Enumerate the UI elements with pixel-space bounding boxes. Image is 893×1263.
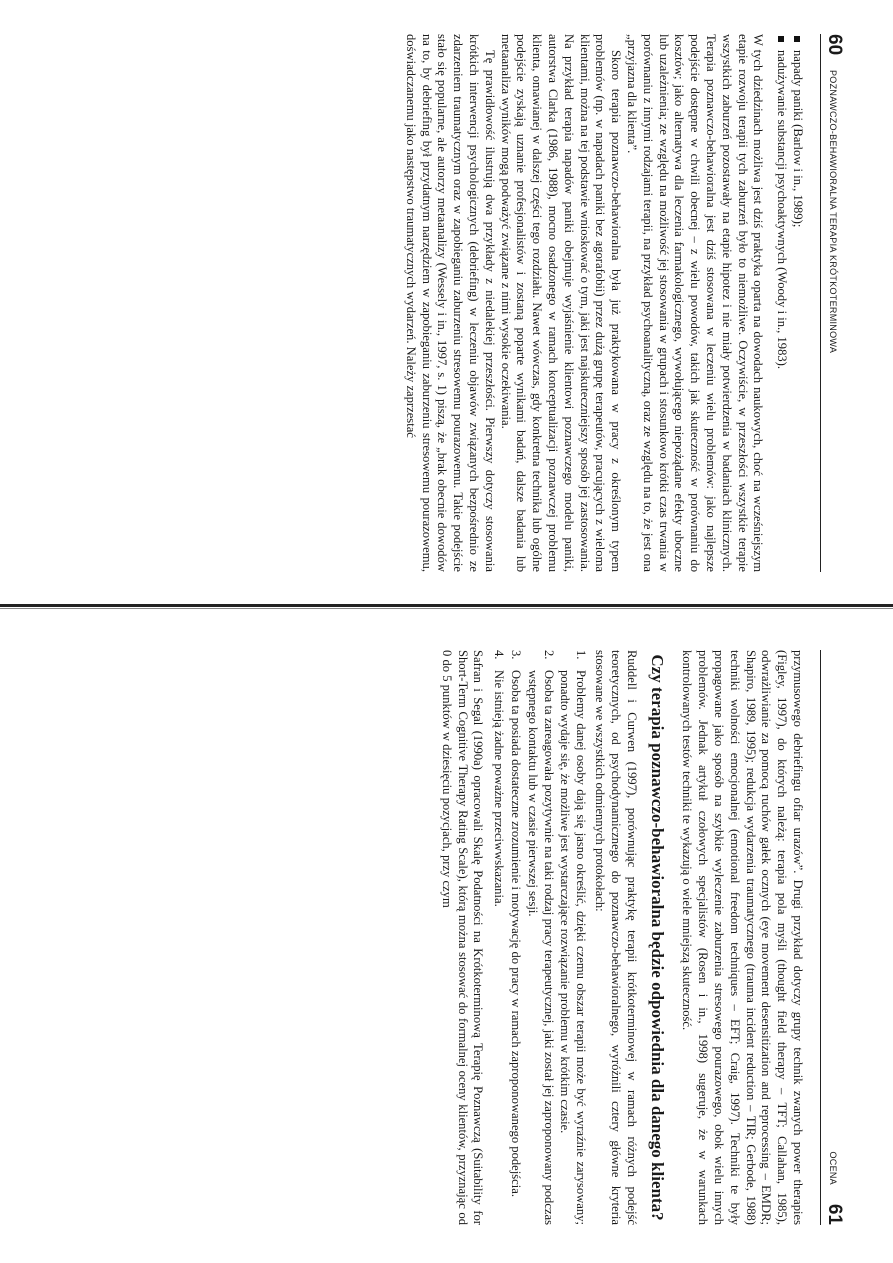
paragraph: Safran i Segal (1990a) opracowali Skalę Podatności na Krótkoterminową Terapię Poznawczą (Suitability for Short-Term Cognitive Therapy Rating Scale), którą można stosować do formalnej oceny klientów, przyznając od 0 do 5 punktów w dziesięciu pozycjach, przy czym	[439, 650, 486, 1225]
page-body	[402, 34, 805, 572]
criteria-item	[490, 650, 506, 1225]
criteria-list	[490, 650, 588, 1225]
item-number: 1.	[574, 650, 589, 660]
running-head: POZNAWCZO-BEHAWIORALNA TERAPIA KRÓTKOTERMINOWA	[828, 70, 838, 354]
page-body	[438, 650, 805, 1225]
criteria-item	[507, 650, 523, 1225]
paragraph: Tę prawidłowość ilustrują dwa przykłady z niedalekiej przeszłości. Pierwszy dotyczy stosowania krótkich interwencji psychologicznych (debriefing) w leczeniu objawów związanych bezpośrednio ze zdarzeniem traumatycznym oraz w zapobieganiu zaburzeniu stresowemu pourazowemu. Takie podejście stało się popularne, ale autorzy metaanalizy (Wessely i in., 1997, s. 1) piszą, że „brak obecnie dowodów na to, by debriefing był przydatnym narzędziem w zapobieganiu zaburzeniu stresowemu pourazowemu, doświadczanemu jako następstwo traumatycznych wydarzeń. Należy zaprzestać	[403, 34, 497, 572]
item-number: 2.	[541, 650, 556, 660]
section-heading: Czy terapia poznawczo-behawioralna będzie odpowiednia dla danego klienta?	[647, 654, 667, 1221]
running-head: OCENA	[828, 1151, 838, 1185]
paragraph: Ruddell i Curwen (1997), porównując praktykę terapii krótkoterminowej w ramach różnych podejść teoretycznych, od psychodynamicznego do poznawczo-behawioralnego, wyróżnili cztery główne kryteria stosowane we wszystkich odmiennych protokołach:	[593, 650, 639, 1225]
item-text: Osoba ta posiada dostateczne zrozumienie i motywację do pracy w ramach zaproponowanego podejścia.	[509, 670, 524, 1197]
item-text: Osoba ta zareagowała pozytywnie na taki rodzaj pracy terapeutycznej, jaki został jej zaproponowany podczas wstępnego kontaktu lub w czasie pierwszej sesji.	[525, 670, 556, 1225]
page-61	[0, 610, 893, 1263]
paragraph: W tych dziedzinach możliwa jest dziś praktyka oparta na dowodach naukowych, choć na wcześniejszym etapie rozwoju terapii tych zaburzeń było to niemożliwe. Oczywiście, w przeszłości wszystkie terapie wszystkich zaburzeń pozostawały na etapie hipotez i nie miały potwierdzenia w badaniach klinicznych. Terapia poznawczo-behawioralna jest dziś stosowana w leczeniu wielu problemów: jako najlepsze podejście dostępne w chwili obecnej – z wielu powodów, takich jak skuteczność w porównaniu do kosztów; jako alternatywa dla leczenia farmakologicznego, wywołującego niepożądane efekty uboczne lub uzależnienia; ze względu na możliwość jej stosowania w grupach i stosunkowo krótki czas trwania w porównaniu z innymi rodzajami terapii, na przykład psychoanalityczną, oraz ze względu na to, że jest ona „przyjazna dla klienta”.	[625, 34, 766, 572]
bullet-item: napady paniki (Barlow i in., 1989);	[789, 34, 805, 572]
paragraph: przymusowego debriefingu ofiar urazów”. Drugi przykład dotyczy grupy technik zwanych power therapies (Figley, 1997), do których należą: terapia pola myśli (thought field therapy – TFT; Callahan, 1985), odwrażliwianie za pomocą ruchów gałek ocznych (eye movement desensitization and reprocessing – EMDR; Shapiro, 1989, 1995); redukcja wydarzenia traumatycznego (trauma incident reduction – TIR; Gerbode, 1988) techniki wolności emocjonalnej (emotional freedom techniques – EFT; Craig, 1997). Techniki te były propagowane jako sposób na szybkie wyleczenie zaburzenia stresowego pourazowego, obok wielu innych problemów. Jednak artykuł czołowych specjalistów (Rosen i in., 1998) sugeruje, że w warunkach kontrolowanych testów techniki te wykazują o wiele mniejszą skuteczność.	[680, 650, 805, 1225]
item-number: 3.	[509, 650, 524, 660]
bullet-item: nadużywanie substancji psychoaktywnych (Woody i in., 1983).	[773, 34, 789, 572]
criteria-item	[524, 650, 556, 1225]
page-number: 61	[824, 1203, 845, 1225]
page-60	[0, 0, 893, 610]
page-divider-shadow	[0, 608, 893, 609]
bullet-list	[773, 34, 805, 572]
page-header	[820, 34, 845, 572]
criteria-item	[557, 650, 589, 1225]
page-header	[820, 650, 845, 1225]
page-divider	[0, 604, 893, 607]
page-number: 60	[824, 34, 845, 56]
paragraph: Skoro terapia poznawczo-behawioralna była już praktykowana w pracy z określonym typem problemów (np. w napadach paniki bez agorafobii) przez dużą grupę terapeutów, pracujących z wieloma klientami, można na tej podstawie wnioskować o tym, jaki jest najskuteczniejszy sposób jej zastosowania. Na przykład terapia napadów paniki obejmuje wyjaśnienie klientowi poznawczego modelu paniki, autorstwa Clarka (1986, 1988), mocno osadzonego w ramach konceptualizacji poznawczej problemu klienta, omawianej w dalszej części tego rozdziału. Nawet wówczas, gdy konkretna technika lub ogólne podejście zyskają uznanie profesjonalistów i zostaną poparte wynikami badań, dalsze badania lub metaanaliza wyników mogą podważyć związane z nimi wysokie oczekiwania.	[498, 34, 624, 572]
item-text: Nie istnieją żadne poważne przeciwwskazania.	[492, 670, 507, 907]
item-number: 4.	[492, 650, 507, 660]
item-text: Problemy danej osoby dają się jasno określić, dzięki czemu obszar terapii może być wyraźnie zarysowany; ponadto wydaje się, że możliwe jest wystarczające rozwiązanie problemu w krótkim czasie.	[558, 670, 589, 1225]
